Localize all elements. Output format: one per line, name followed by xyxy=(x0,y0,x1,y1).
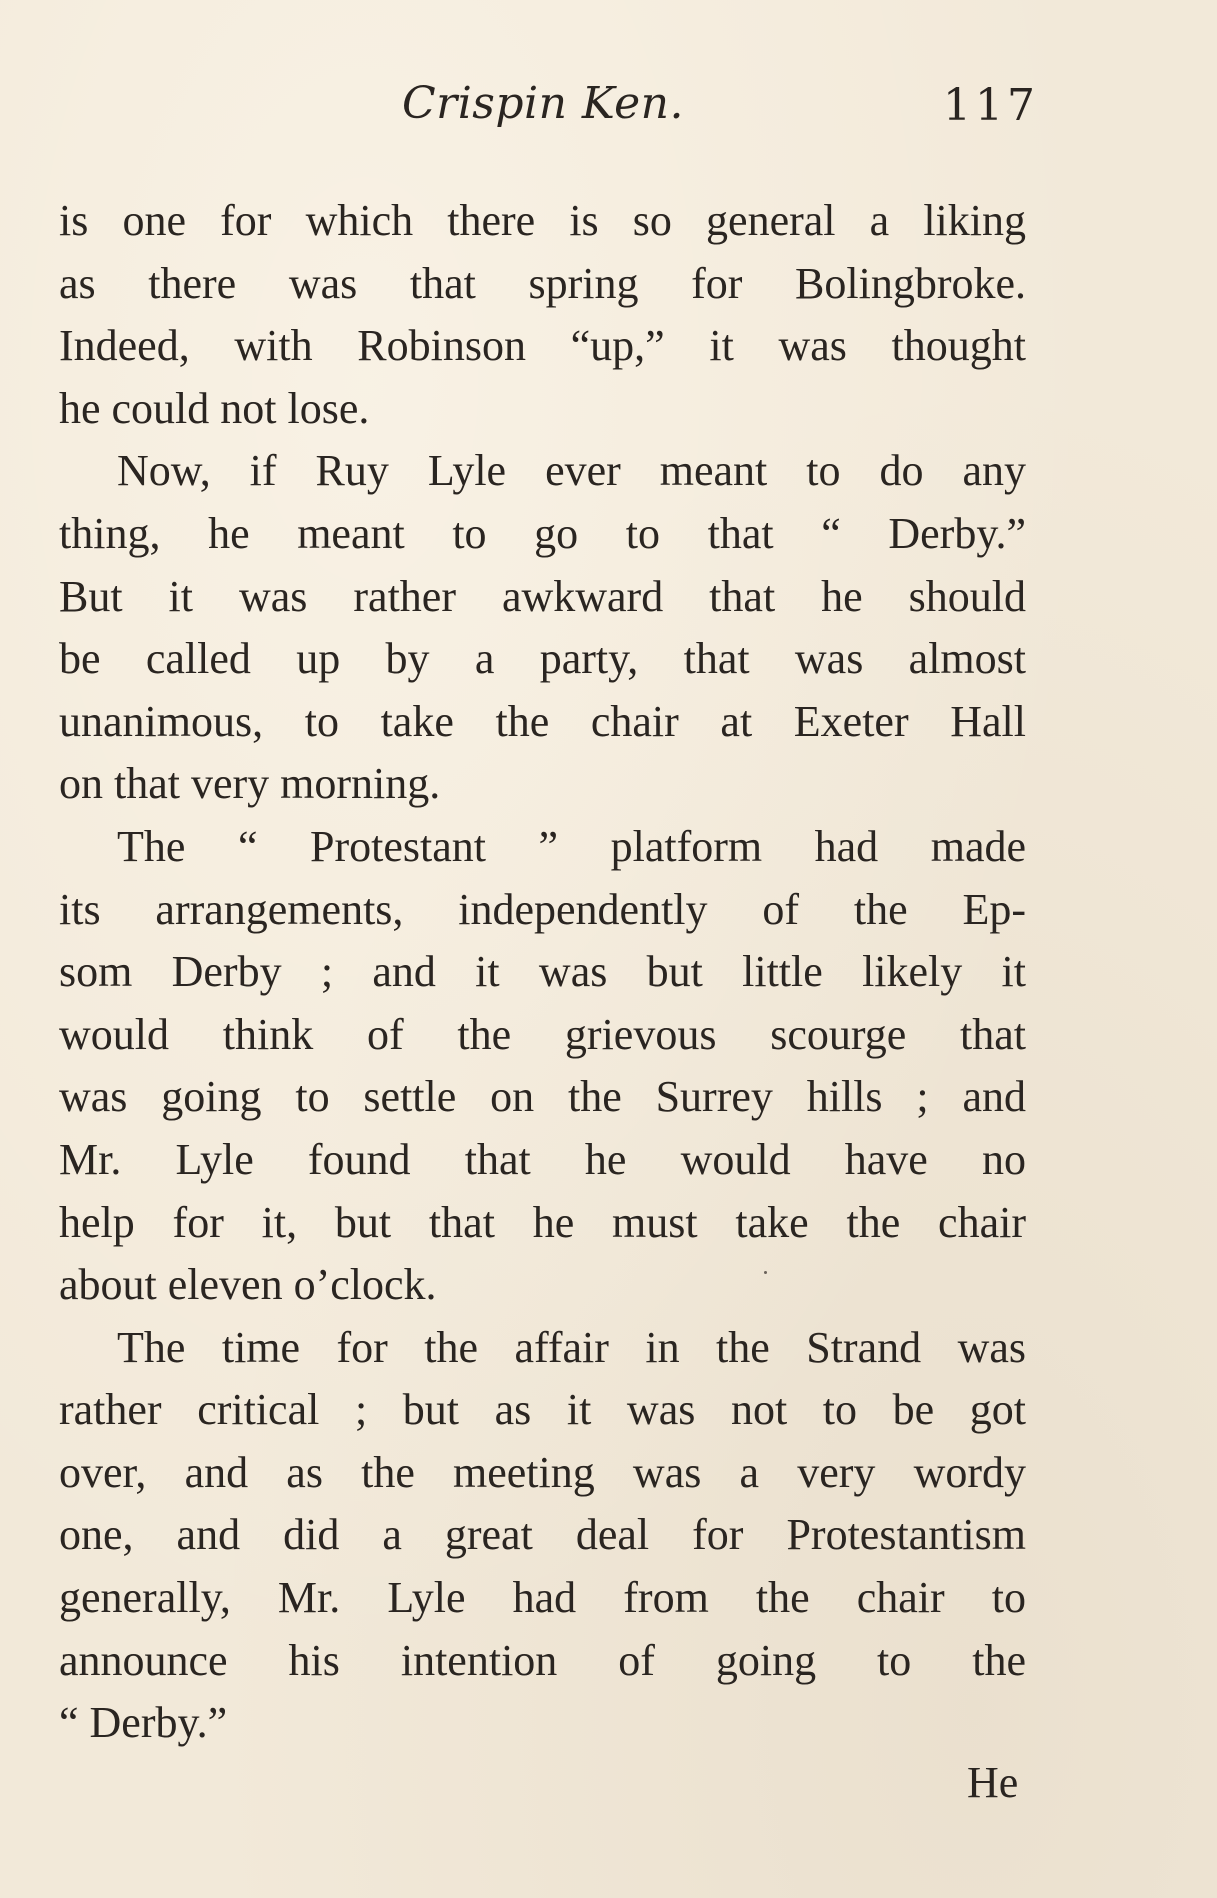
text-line: as there was that spring for Bolingbroke. xyxy=(59,258,1026,308)
text-line: Mr. Lyle found that he would have no xyxy=(59,1134,1026,1184)
text-line: The “ Protestant ” platform had made xyxy=(117,821,1026,871)
text-line: on that very morning. xyxy=(59,759,441,809)
text-line: its arrangements, independently of the Ep- xyxy=(59,884,1026,934)
text-line: generally, Mr. Lyle had from the chair to xyxy=(59,1573,1026,1623)
text-line: “ Derby.” xyxy=(59,1698,228,1748)
page-number: 117 xyxy=(943,80,1039,131)
text-line: announce his intention of going to the xyxy=(59,1635,1026,1685)
text-line: help for it, but that he must take the chair xyxy=(59,1197,1026,1247)
text-line: Now, if Ruy Lyle ever meant to do any xyxy=(117,446,1026,496)
paper-speck xyxy=(764,1271,767,1274)
text-line: about eleven o’clock. xyxy=(59,1260,437,1310)
text-line: one, and did a great deal for Protestantism xyxy=(59,1510,1026,1560)
text-line: The time for the affair in the Strand was xyxy=(117,1322,1026,1372)
text-line: thing, he meant to go to that “ Derby.” xyxy=(59,508,1026,558)
text-line: was going to settle on the Surrey hills ; and xyxy=(59,1072,1026,1122)
text-line: be called up by a party, that was almost xyxy=(59,634,1026,684)
text-line: he could not lose. xyxy=(59,383,370,433)
text-line: over, and as the meeting was a very wordy xyxy=(59,1447,1026,1497)
text-line: But it was rather awkward that he should xyxy=(59,571,1026,621)
text-line: unanimous, to take the chair at Exeter Hall xyxy=(59,696,1026,746)
text-line: is one for which there is so general a liking xyxy=(59,196,1026,245)
body-text xyxy=(59,190,1026,1755)
text-line: Indeed, with Robinson “up,” it was thought xyxy=(59,321,1026,371)
running-title: Crispin Ken. xyxy=(402,78,684,129)
catchword: He xyxy=(967,1758,1019,1807)
text-line: rather critical ; but as it was not to be got xyxy=(59,1385,1026,1435)
text-line: would think of the grievous scourge that xyxy=(59,1009,1026,1059)
page-header xyxy=(0,78,1217,138)
text-line: som Derby ; and it was but little likely it xyxy=(59,947,1026,997)
